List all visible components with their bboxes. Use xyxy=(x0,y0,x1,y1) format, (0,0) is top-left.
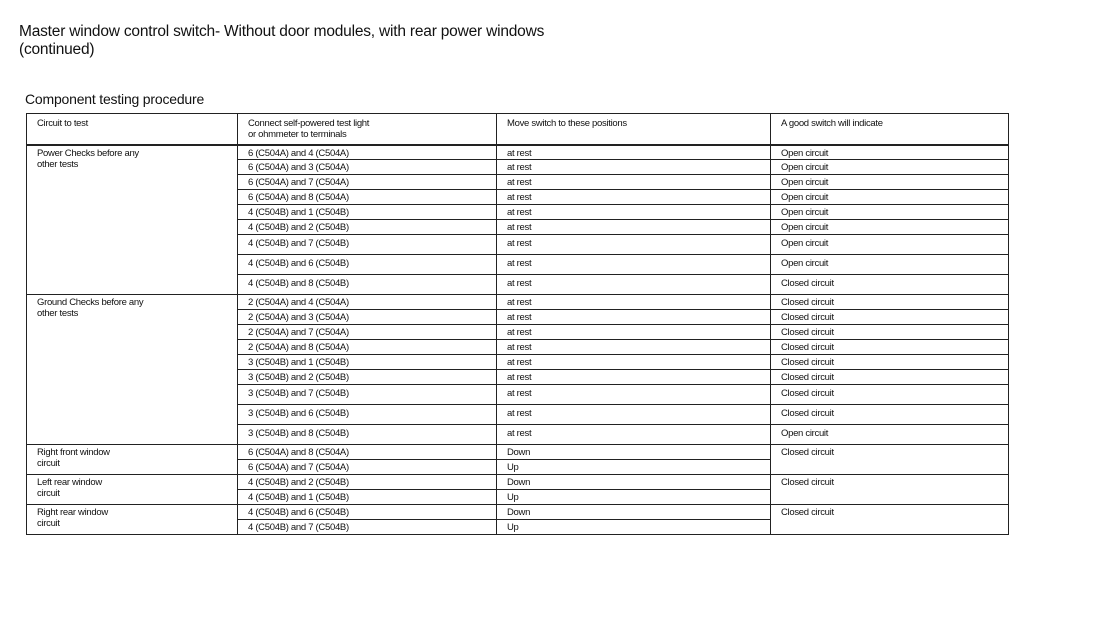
circuit-cell xyxy=(27,505,238,535)
terminals-cell xyxy=(238,145,497,160)
terminals-cell-text: 6 (C504A) and 8 (C504A) xyxy=(248,447,349,458)
position-cell xyxy=(497,370,771,385)
terminals-cell xyxy=(238,385,497,405)
terminals-cell xyxy=(238,205,497,220)
indicate-cell-text: Open circuit xyxy=(781,147,829,159)
terminals-cell xyxy=(238,325,497,340)
position-cell-text: at rest xyxy=(507,388,532,399)
position-cell xyxy=(497,475,771,490)
indicate-cell xyxy=(771,160,1009,175)
terminals-cell-text: 4 (C504B) and 1 (C504B) xyxy=(248,207,349,218)
position-cell xyxy=(497,175,771,190)
indicate-cell xyxy=(771,405,1009,425)
indicate-cell-text: Closed circuit xyxy=(781,312,834,323)
indicate-cell-text: Open circuit xyxy=(781,258,829,269)
indicate-cell xyxy=(771,175,1009,190)
terminals-cell xyxy=(238,340,497,355)
position-cell xyxy=(497,325,771,340)
terminals-cell xyxy=(238,520,497,535)
indicate-cell-text: Closed circuit xyxy=(781,388,834,399)
header-terminals: Connect self-powered test light or ohmmeter to terminals xyxy=(238,114,497,145)
indicate-cell xyxy=(771,340,1009,355)
terminals-cell-text: 4 (C504B) and 2 (C504B) xyxy=(248,477,349,488)
table-row xyxy=(27,295,1009,310)
position-cell-text: at rest xyxy=(507,207,532,218)
indicate-cell xyxy=(771,145,1009,160)
position-cell-text: at rest xyxy=(507,278,532,289)
circuit-cell xyxy=(27,445,238,475)
terminals-cell xyxy=(238,460,497,475)
position-cell xyxy=(497,145,771,160)
document-title: Master window control switch- Without door modules, with rear power windows (continued) xyxy=(19,23,545,58)
terminals-cell xyxy=(238,445,497,460)
indicate-cell-text: Closed circuit xyxy=(781,408,834,419)
indicate-cell xyxy=(771,445,1009,475)
position-cell xyxy=(497,505,771,520)
position-cell-text: at rest xyxy=(507,312,532,323)
position-cell-text: at rest xyxy=(507,222,532,233)
terminals-cell-text: 3 (C504B) and 8 (C504B) xyxy=(248,428,349,439)
table-header-row xyxy=(27,114,1009,145)
header-position: Move switch to these positions xyxy=(497,114,771,145)
table-row xyxy=(27,475,1009,490)
table-row xyxy=(27,145,1009,160)
position-cell-text: at rest xyxy=(507,297,532,308)
position-cell-text: at rest xyxy=(507,408,532,419)
section-heading: Component testing procedure xyxy=(25,91,205,107)
terminals-cell xyxy=(238,490,497,505)
terminals-cell xyxy=(238,275,497,295)
terminals-cell-text: 4 (C504B) and 2 (C504B) xyxy=(248,222,349,233)
position-cell xyxy=(497,425,771,445)
indicate-cell-text: Open circuit xyxy=(781,192,829,203)
indicate-cell-text: Open circuit xyxy=(781,238,829,249)
circuit-cell-text: Left rear window circuit xyxy=(37,477,102,499)
position-cell xyxy=(497,255,771,275)
terminals-cell xyxy=(238,370,497,385)
position-cell-text: Down xyxy=(507,507,531,518)
terminals-cell-text: 6 (C504A) and 3 (C504A) xyxy=(248,162,349,173)
position-cell xyxy=(497,275,771,295)
circuit-cell xyxy=(27,145,238,295)
indicate-cell-text: Closed circuit xyxy=(781,372,834,383)
indicate-cell xyxy=(771,295,1009,310)
circuit-cell-text: Right front window circuit xyxy=(37,447,110,469)
terminals-cell xyxy=(238,475,497,490)
position-cell xyxy=(497,220,771,235)
indicate-cell xyxy=(771,275,1009,295)
indicate-cell-text: Closed circuit xyxy=(781,447,834,458)
terminals-cell xyxy=(238,190,497,205)
circuit-cell-text: Power Checks before any other tests xyxy=(37,147,139,170)
terminals-cell-text: 4 (C504B) and 7 (C504B) xyxy=(248,238,349,249)
terminals-cell xyxy=(238,310,497,325)
terminals-cell-text: 6 (C504A) and 7 (C504A) xyxy=(248,177,349,188)
position-cell-text: at rest xyxy=(507,147,532,159)
indicate-cell xyxy=(771,255,1009,275)
position-cell-text: at rest xyxy=(507,192,532,203)
terminals-cell xyxy=(238,255,497,275)
position-cell-text: at rest xyxy=(507,428,532,439)
position-cell-text: at rest xyxy=(507,342,532,353)
position-cell xyxy=(497,355,771,370)
indicate-cell-text: Closed circuit xyxy=(781,297,834,308)
terminals-cell-text: 3 (C504B) and 7 (C504B) xyxy=(248,388,349,399)
position-cell xyxy=(497,490,771,505)
position-cell-text: Up xyxy=(507,462,519,473)
circuit-cell-text: Right rear window circuit xyxy=(37,507,108,529)
position-cell xyxy=(497,295,771,310)
terminals-cell xyxy=(238,355,497,370)
indicate-cell xyxy=(771,205,1009,220)
circuit-cell xyxy=(27,475,238,505)
position-cell xyxy=(497,310,771,325)
position-cell xyxy=(497,205,771,220)
indicate-cell-text: Open circuit xyxy=(781,428,829,439)
position-cell xyxy=(497,520,771,535)
position-cell xyxy=(497,235,771,255)
indicate-cell xyxy=(771,355,1009,370)
terminals-cell-text: 3 (C504B) and 6 (C504B) xyxy=(248,408,349,419)
position-cell-text: at rest xyxy=(507,372,532,383)
terminals-cell-text: 6 (C504A) and 8 (C504A) xyxy=(248,192,349,203)
position-cell xyxy=(497,190,771,205)
terminals-cell xyxy=(238,505,497,520)
position-cell-text: Up xyxy=(507,522,519,533)
table-row xyxy=(27,445,1009,460)
header-indicate: A good switch will indicate xyxy=(771,114,1009,145)
terminals-cell xyxy=(238,220,497,235)
terminals-cell-text: 4 (C504B) and 6 (C504B) xyxy=(248,258,349,269)
indicate-cell-text: Open circuit xyxy=(781,162,829,173)
position-cell xyxy=(497,160,771,175)
table-row xyxy=(27,505,1009,520)
indicate-cell xyxy=(771,325,1009,340)
indicate-cell-text: Closed circuit xyxy=(781,278,834,289)
terminals-cell-text: 4 (C504B) and 8 (C504B) xyxy=(248,278,349,289)
terminals-cell-text: 6 (C504A) and 4 (C504A) xyxy=(248,147,349,159)
position-cell-text: at rest xyxy=(507,258,532,269)
indicate-cell xyxy=(771,475,1009,505)
position-cell-text: Up xyxy=(507,492,519,503)
indicate-cell xyxy=(771,220,1009,235)
terminals-cell-text: 2 (C504A) and 8 (C504A) xyxy=(248,342,349,353)
position-cell-text: at rest xyxy=(507,357,532,368)
terminals-cell-text: 6 (C504A) and 7 (C504A) xyxy=(248,462,349,473)
position-cell xyxy=(497,445,771,460)
terminals-cell xyxy=(238,425,497,445)
indicate-cell xyxy=(771,385,1009,405)
component-testing-table xyxy=(26,113,1009,535)
position-cell-text: at rest xyxy=(507,327,532,338)
header-circuit: Circuit to test xyxy=(27,114,238,145)
indicate-cell xyxy=(771,235,1009,255)
terminals-cell xyxy=(238,295,497,310)
circuit-cell-text: Ground Checks before any other tests xyxy=(37,297,144,319)
terminals-cell-text: 2 (C504A) and 7 (C504A) xyxy=(248,327,349,338)
indicate-cell-text: Open circuit xyxy=(781,222,829,233)
position-cell xyxy=(497,340,771,355)
indicate-cell-text: Open circuit xyxy=(781,207,829,218)
terminals-cell-text: 3 (C504B) and 2 (C504B) xyxy=(248,372,349,383)
terminals-cell xyxy=(238,175,497,190)
indicate-cell xyxy=(771,190,1009,205)
terminals-cell xyxy=(238,160,497,175)
indicate-cell-text: Closed circuit xyxy=(781,342,834,353)
indicate-cell-text: Closed circuit xyxy=(781,357,834,368)
indicate-cell-text: Open circuit xyxy=(781,177,829,188)
indicate-cell-text: Closed circuit xyxy=(781,327,834,338)
position-cell-text: at rest xyxy=(507,162,532,173)
indicate-cell xyxy=(771,425,1009,445)
position-cell xyxy=(497,460,771,475)
position-cell xyxy=(497,405,771,425)
position-cell-text: Down xyxy=(507,477,531,488)
position-cell-text: Down xyxy=(507,447,531,458)
terminals-cell-text: 4 (C504B) and 1 (C504B) xyxy=(248,492,349,503)
indicate-cell-text: Closed circuit xyxy=(781,477,834,488)
terminals-cell-text: 2 (C504A) and 3 (C504A) xyxy=(248,312,349,323)
terminals-cell-text: 2 (C504A) and 4 (C504A) xyxy=(248,297,349,308)
circuit-cell xyxy=(27,295,238,445)
terminals-cell xyxy=(238,235,497,255)
indicate-cell-text: Closed circuit xyxy=(781,507,834,518)
terminals-cell-text: 4 (C504B) and 7 (C504B) xyxy=(248,522,349,533)
terminals-cell-text: 4 (C504B) and 6 (C504B) xyxy=(248,507,349,518)
position-cell-text: at rest xyxy=(507,238,532,249)
indicate-cell xyxy=(771,505,1009,535)
indicate-cell xyxy=(771,370,1009,385)
position-cell-text: at rest xyxy=(507,177,532,188)
position-cell xyxy=(497,385,771,405)
terminals-cell xyxy=(238,405,497,425)
terminals-cell-text: 3 (C504B) and 1 (C504B) xyxy=(248,357,349,368)
indicate-cell xyxy=(771,310,1009,325)
